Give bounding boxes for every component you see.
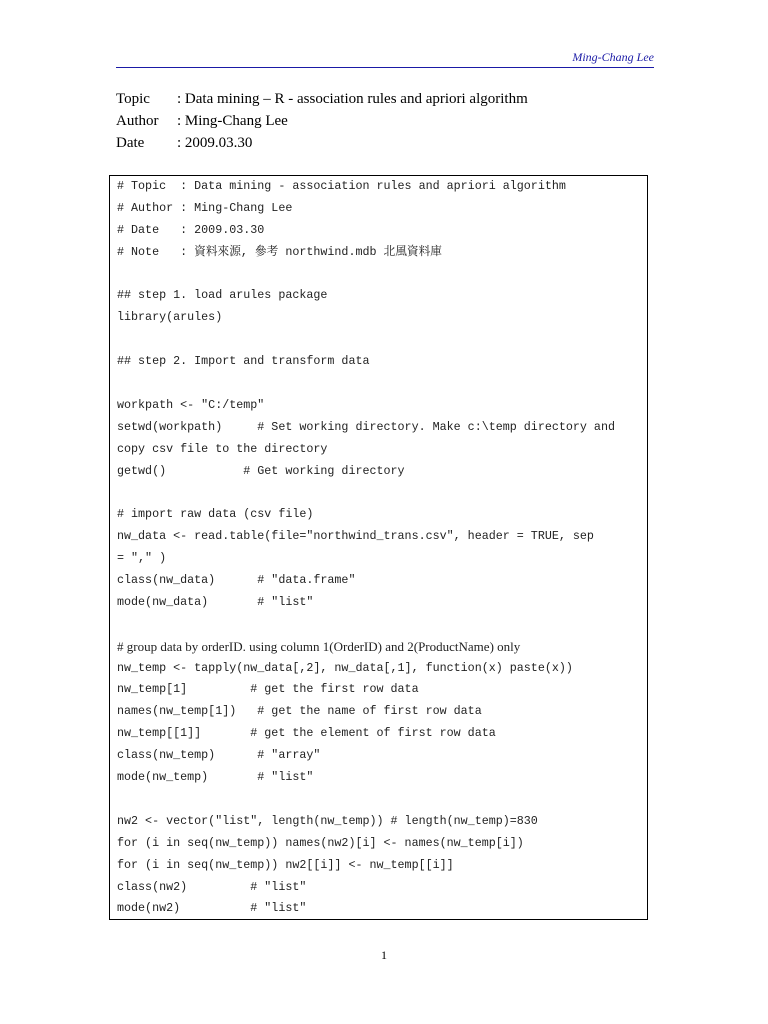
code-line: getwd() # Get working directory: [117, 463, 405, 478]
meta-author-value: : Ming-Chang Lee: [177, 113, 288, 129]
code-line: [117, 264, 615, 286]
code-line: class(nw_data) # "data.frame": [117, 573, 356, 588]
code-line: [117, 614, 615, 636]
code-line: # Note : 資料來源, 參考 northwind.mdb 北風資料庫: [117, 244, 442, 259]
meta-author-row: [116, 110, 528, 132]
code-line: [117, 482, 615, 504]
code-line: for (i in seq(nw_temp)) names(nw2)[i] <- names(nw_temp[i]): [117, 835, 524, 850]
code-line: nw_temp[[1]] # get the element of first row data: [117, 726, 496, 741]
code-line: mode(nw_temp) # "list": [117, 770, 314, 785]
code-line: = "," ): [117, 551, 167, 566]
code-line: names(nw_temp[1]) # get the name of first row data: [117, 704, 482, 719]
code-line: class(nw_temp) # "array": [117, 748, 321, 763]
code-line: [117, 329, 615, 351]
meta-topic-row: [116, 88, 528, 110]
running-header-author: Ming-Chang Lee: [572, 50, 654, 64]
code-line: [117, 789, 615, 811]
code-line: library(arules): [117, 310, 223, 325]
meta-topic-label: Topic: [116, 91, 150, 107]
code-line: # import raw data (csv file): [117, 507, 314, 522]
meta-author-label: Author: [116, 113, 159, 129]
code-line: ## step 1. load arules package: [117, 288, 328, 303]
meta-date-value: : 2009.03.30: [177, 135, 253, 151]
code-line: setwd(workpath) # Set working directory. Make c:\temp directory and: [117, 419, 615, 434]
code-line: workpath <- "C:/temp": [117, 397, 265, 412]
code-line: # group data by orderID. using column 1(OrderID) and 2(ProductName) only: [117, 638, 521, 654]
code-line: copy csv file to the directory: [117, 441, 328, 456]
code-line: # Date : 2009.03.30: [117, 222, 265, 237]
page-number: 1: [381, 948, 387, 962]
code-line: nw2 <- vector("list", length(nw_temp)) # length(nw_temp)=830: [117, 813, 538, 828]
meta-date-row: [116, 132, 528, 154]
code-line: mode(nw_data) # "list": [117, 594, 314, 609]
meta-date-label: Date: [116, 135, 145, 151]
code-line: nw_data <- read.table(file="northwind_trans.csv", header = TRUE, sep: [117, 529, 594, 544]
code-line: nw_temp <- tapply(nw_data[,2], nw_data[,1], function(x) paste(x)): [117, 660, 573, 675]
code-line: [117, 373, 615, 395]
code-line: class(nw2) # "list": [117, 879, 307, 894]
document-meta: [116, 88, 528, 154]
code-line: ## step 2. Import and transform data: [117, 354, 370, 369]
code-line: # Author : Ming-Chang Lee: [117, 200, 293, 215]
code-line: # Topic : Data mining - association rules and apriori algorithm: [117, 179, 566, 193]
code-listing-box: [109, 175, 648, 920]
code-line: nw_temp[1] # get the first row data: [117, 682, 419, 697]
code-line: for (i in seq(nw_temp)) nw2[[i]] <- nw_temp[[i]]: [117, 857, 454, 872]
meta-topic-value: : Data mining – R - association rules and apriori algorithm: [177, 91, 528, 107]
code-line: mode(nw2) # "list": [117, 901, 307, 916]
code-listing: [117, 176, 615, 920]
header-rule: [116, 67, 654, 68]
